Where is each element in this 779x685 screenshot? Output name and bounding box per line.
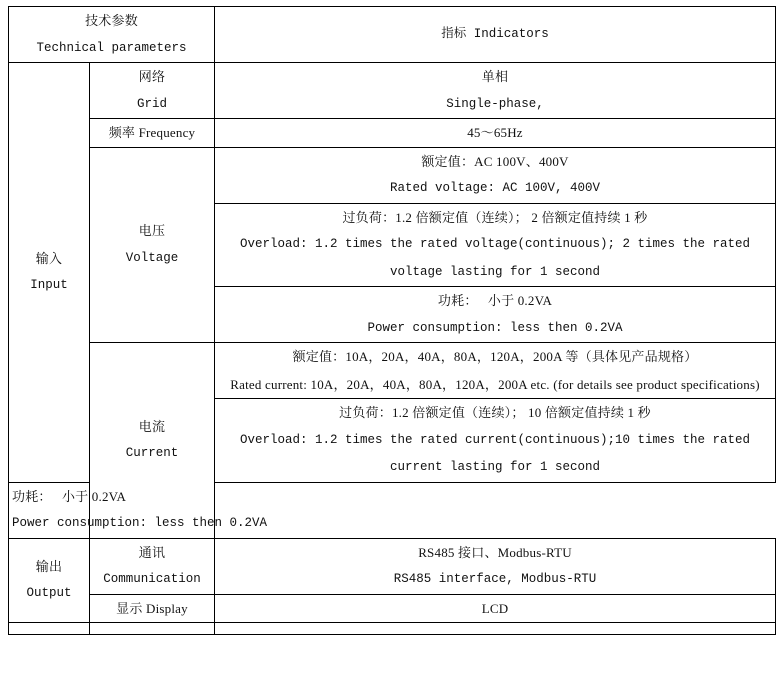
current-overload-value: [215, 399, 776, 483]
voltage-rated-en: Rated voltage: AC 100V, 400V: [389, 181, 601, 195]
grid-value: [215, 63, 776, 119]
current-rated-en: Rated current: 10A，20A，40A，80A，120A，200A etc. (for details see product specifications): [230, 376, 760, 392]
current-overload-cn: 过负荷：1.2 倍额定值（连续）； 10 倍额定值持续 1 秒: [339, 405, 651, 420]
display-row: [9, 594, 776, 623]
grid-label-cn: 网络: [138, 69, 166, 84]
input-label-cn: 输入: [35, 250, 63, 266]
frequency-value-text: 45～65Hz: [467, 125, 523, 140]
header-indicators-label: 指标 Indicators: [441, 26, 549, 41]
current-rated-row: [9, 343, 776, 399]
communication-label: [90, 538, 215, 594]
communication-value: [215, 538, 776, 594]
trailing-cell: [90, 623, 215, 635]
current-label: [90, 343, 215, 539]
trailing-row: [9, 623, 776, 635]
voltage-label-cn: 电压: [138, 223, 166, 239]
grid-value-en: Single-phase,: [446, 96, 544, 111]
current-power-en: Power consumption: less then 0.2VA: [12, 516, 268, 530]
voltage-label: [90, 147, 215, 343]
voltage-rated-row: [9, 147, 776, 203]
input-group-label: [9, 63, 90, 483]
header-technical-parameters: [9, 7, 215, 63]
frequency-row: [9, 119, 776, 148]
grid-label-en: Grid: [136, 96, 167, 111]
current-label-cn: 电流: [138, 418, 166, 434]
communication-value-cn: RS485 接口、Modbus-RTU: [418, 544, 572, 560]
voltage-label-en: Voltage: [125, 250, 179, 265]
technical-parameters-table: [8, 6, 776, 635]
trailing-cell: [215, 623, 776, 635]
current-label-en: Current: [125, 446, 179, 461]
header-indicators: [215, 7, 776, 63]
input-label-en: Input: [30, 278, 68, 293]
output-group-label: [9, 538, 90, 623]
current-power-cn: 功耗： 小于 0.2VA: [12, 488, 127, 504]
display-value-text: LCD: [481, 600, 509, 616]
communication-row: [9, 538, 776, 594]
current-rated-value: [215, 343, 776, 399]
frequency-label: [90, 119, 215, 148]
voltage-overload-value: [215, 203, 776, 287]
voltage-overload-cn: 过负荷：1.2 倍额定值（连续）； 2 倍额定值持续 1 秒: [342, 209, 648, 225]
current-power-value: [9, 482, 268, 538]
frequency-value: [215, 119, 776, 148]
voltage-overload-en: Overload: 1.2 times the rated voltage(continuous); 2 times the rated voltage lasting for 1 second: [239, 237, 751, 279]
communication-label-cn: 通讯: [138, 544, 166, 560]
voltage-power-cn: 功耗： 小于 0.2VA: [437, 293, 553, 308]
current-rated-cn: 额定值：10A，20A，40A，80A，120A，200A 等（具体见产品规格）: [292, 349, 698, 364]
output-label-cn: 输出: [35, 558, 63, 574]
header-param-cn: 技术参数: [85, 13, 138, 28]
communication-value-en: RS485 interface, Modbus-RTU: [393, 572, 597, 586]
voltage-power-value: [215, 287, 776, 343]
trailing-cell: [9, 623, 90, 635]
output-label-en: Output: [26, 586, 72, 601]
frequency-label-text: 频率 Frequency: [108, 125, 196, 140]
voltage-power-en: Power consumption: less then 0.2VA: [367, 320, 623, 335]
display-label: [90, 594, 215, 623]
voltage-rated-value: [215, 147, 776, 203]
grid-label: [90, 63, 215, 119]
communication-label-en: Communication: [103, 572, 201, 586]
grid-row: [9, 63, 776, 119]
display-label-text: 显示 Display: [116, 600, 188, 616]
current-overload-en: Overload: 1.2 times the rated current(continuous);10 times the rated current lasting for 1 second: [239, 432, 751, 474]
grid-value-cn: 单相: [481, 69, 509, 84]
voltage-rated-cn: 额定值：AC 100V、400V: [421, 153, 569, 169]
header-param-en: Technical parameters: [36, 40, 187, 55]
display-value: [215, 594, 776, 623]
header-row: [9, 7, 776, 63]
